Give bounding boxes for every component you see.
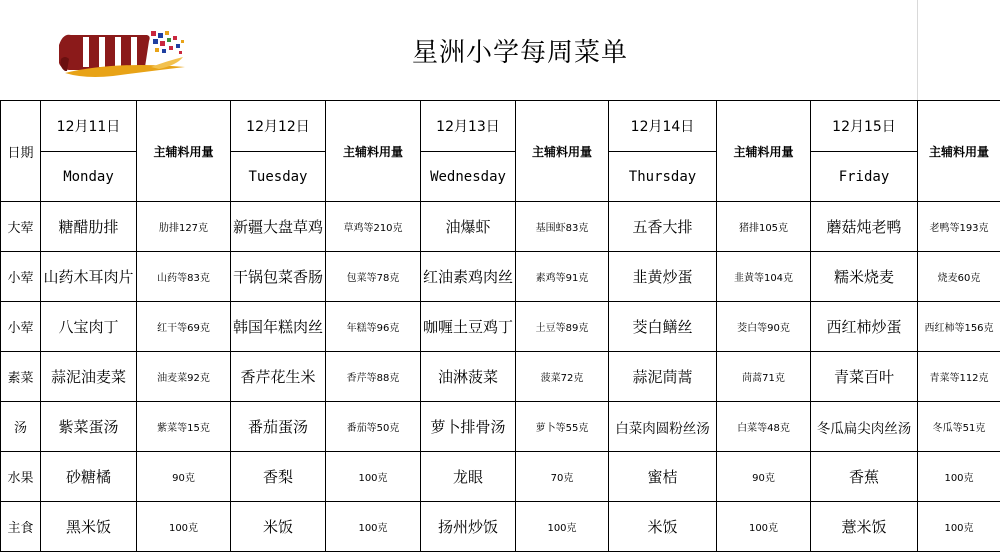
row-label: 小荤 [1, 302, 41, 352]
dish-cell: 米饭 [609, 502, 717, 552]
table-body [1, 101, 1000, 552]
qty-cell: 100克 [516, 502, 609, 552]
qty-cell: 西红柿等156克 [918, 302, 1000, 352]
qty-cell: 土豆等89克 [516, 302, 609, 352]
qty-cell: 番茄等50克 [326, 402, 421, 452]
dish-cell: 西红柿炒蛋 [811, 302, 918, 352]
qty-cell: 素鸡等91克 [516, 252, 609, 302]
qty-header: 主辅料用量 [326, 101, 421, 202]
dish-cell: 干锅包菜香肠 [231, 252, 326, 302]
dish-cell: 山药木耳肉片 [41, 252, 137, 302]
qty-cell: 100克 [717, 502, 811, 552]
dish-cell: 番茄蛋汤 [231, 402, 326, 452]
dish-cell: 香梨 [231, 452, 326, 502]
dish-cell: 红油素鸡肉丝 [421, 252, 516, 302]
weekday-cell: Monday [41, 152, 137, 202]
qty-cell: 70克 [516, 452, 609, 502]
dish-cell: 砂糖橘 [41, 452, 137, 502]
menu-row [1, 202, 1000, 252]
dish-cell: 糯米烧麦 [811, 252, 918, 302]
dish-cell: 紫菜蛋汤 [41, 402, 137, 452]
dish-cell: 冬瓜扁尖肉丝汤 [811, 402, 918, 452]
row-label-header: 日期 [1, 101, 41, 202]
dish-cell: 蒜泥茼蒿 [609, 352, 717, 402]
dish-cell: 薏米饭 [811, 502, 918, 552]
dish-cell: 香芹花生米 [231, 352, 326, 402]
dish-cell: 白菜肉圆粉丝汤 [609, 402, 717, 452]
date-row [1, 101, 1000, 152]
row-label: 素菜 [1, 352, 41, 402]
row-label: 水果 [1, 452, 41, 502]
qty-cell: 老鸭等193克 [918, 202, 1000, 252]
dish-cell: 油爆虾 [421, 202, 516, 252]
weekday-cell: Wednesday [421, 152, 516, 202]
qty-cell: 包菜等78克 [326, 252, 421, 302]
menu-row [1, 252, 1000, 302]
dish-cell: 萝卜排骨汤 [421, 402, 516, 452]
qty-header: 主辅料用量 [918, 101, 1000, 202]
qty-header: 主辅料用量 [717, 101, 811, 202]
qty-cell: 100克 [326, 502, 421, 552]
qty-cell: 紫菜等15克 [137, 402, 231, 452]
menu-row [1, 452, 1000, 502]
row-label: 小荤 [1, 252, 41, 302]
qty-cell: 年糕等96克 [326, 302, 421, 352]
weekday-cell: Tuesday [231, 152, 326, 202]
dish-cell: 咖喱土豆鸡丁 [421, 302, 516, 352]
dish-cell: 茭白鳝丝 [609, 302, 717, 352]
dish-cell: 油淋菠菜 [421, 352, 516, 402]
weekday-cell: Thursday [609, 152, 717, 202]
date-cell: 12月11日 [41, 101, 137, 152]
qty-cell: 肋排127克 [137, 202, 231, 252]
dish-cell: 糖醋肋排 [41, 202, 137, 252]
dish-cell: 韭黄炒蛋 [609, 252, 717, 302]
qty-cell: 山药等83克 [137, 252, 231, 302]
dish-cell: 五香大排 [609, 202, 717, 252]
qty-cell: 红干等69克 [137, 302, 231, 352]
dish-cell: 扬州炒饭 [421, 502, 516, 552]
school-banner-logo-icon [55, 27, 190, 77]
weekly-menu-table [0, 100, 1000, 552]
menu-row [1, 302, 1000, 352]
dish-cell: 米饭 [231, 502, 326, 552]
qty-header: 主辅料用量 [516, 101, 609, 202]
qty-cell: 油麦菜92克 [137, 352, 231, 402]
qty-cell: 猪排105克 [717, 202, 811, 252]
qty-header: 主辅料用量 [137, 101, 231, 202]
qty-cell: 菠菜72克 [516, 352, 609, 402]
qty-cell: 90克 [717, 452, 811, 502]
dish-cell: 黑米饭 [41, 502, 137, 552]
menu-row [1, 402, 1000, 452]
qty-cell: 基围虾83克 [516, 202, 609, 252]
qty-cell: 白菜等48克 [717, 402, 811, 452]
qty-cell: 90克 [137, 452, 231, 502]
qty-cell: 冬瓜等51克 [918, 402, 1000, 452]
qty-cell: 100克 [918, 502, 1000, 552]
qty-cell: 100克 [918, 452, 1000, 502]
dish-cell: 龙眼 [421, 452, 516, 502]
date-cell: 12月15日 [811, 101, 918, 152]
row-label: 大荤 [1, 202, 41, 252]
qty-cell: 100克 [137, 502, 231, 552]
menu-row [1, 502, 1000, 552]
qty-cell: 青菜等112克 [918, 352, 1000, 402]
dish-cell: 青菜百叶 [811, 352, 918, 402]
qty-cell: 萝卜等55克 [516, 402, 609, 452]
qty-cell: 草鸡等210克 [326, 202, 421, 252]
dish-cell: 韩国年糕肉丝 [231, 302, 326, 352]
qty-cell: 茭白等90克 [717, 302, 811, 352]
qty-cell: 茼蒿71克 [717, 352, 811, 402]
header-divider [917, 0, 918, 100]
row-label: 汤 [1, 402, 41, 452]
row-label: 主食 [1, 502, 41, 552]
dish-cell: 新疆大盘草鸡 [231, 202, 326, 252]
dish-cell: 香蕉 [811, 452, 918, 502]
page-title: 星洲小学每周菜单 [411, 38, 628, 68]
weekday-cell: Friday [811, 152, 918, 202]
date-cell: 12月14日 [609, 101, 717, 152]
dish-cell: 八宝肉丁 [41, 302, 137, 352]
date-cell: 12月12日 [231, 101, 326, 152]
qty-cell: 烧麦60克 [918, 252, 1000, 302]
dish-cell: 蒜泥油麦菜 [41, 352, 137, 402]
qty-cell: 香芹等88克 [326, 352, 421, 402]
dish-cell: 蜜桔 [609, 452, 717, 502]
sheet-header [0, 0, 1000, 100]
menu-row [1, 352, 1000, 402]
dish-cell: 蘑菇炖老鸭 [811, 202, 918, 252]
qty-cell: 100克 [326, 452, 421, 502]
qty-cell: 韭黄等104克 [717, 252, 811, 302]
date-cell: 12月13日 [421, 101, 516, 152]
